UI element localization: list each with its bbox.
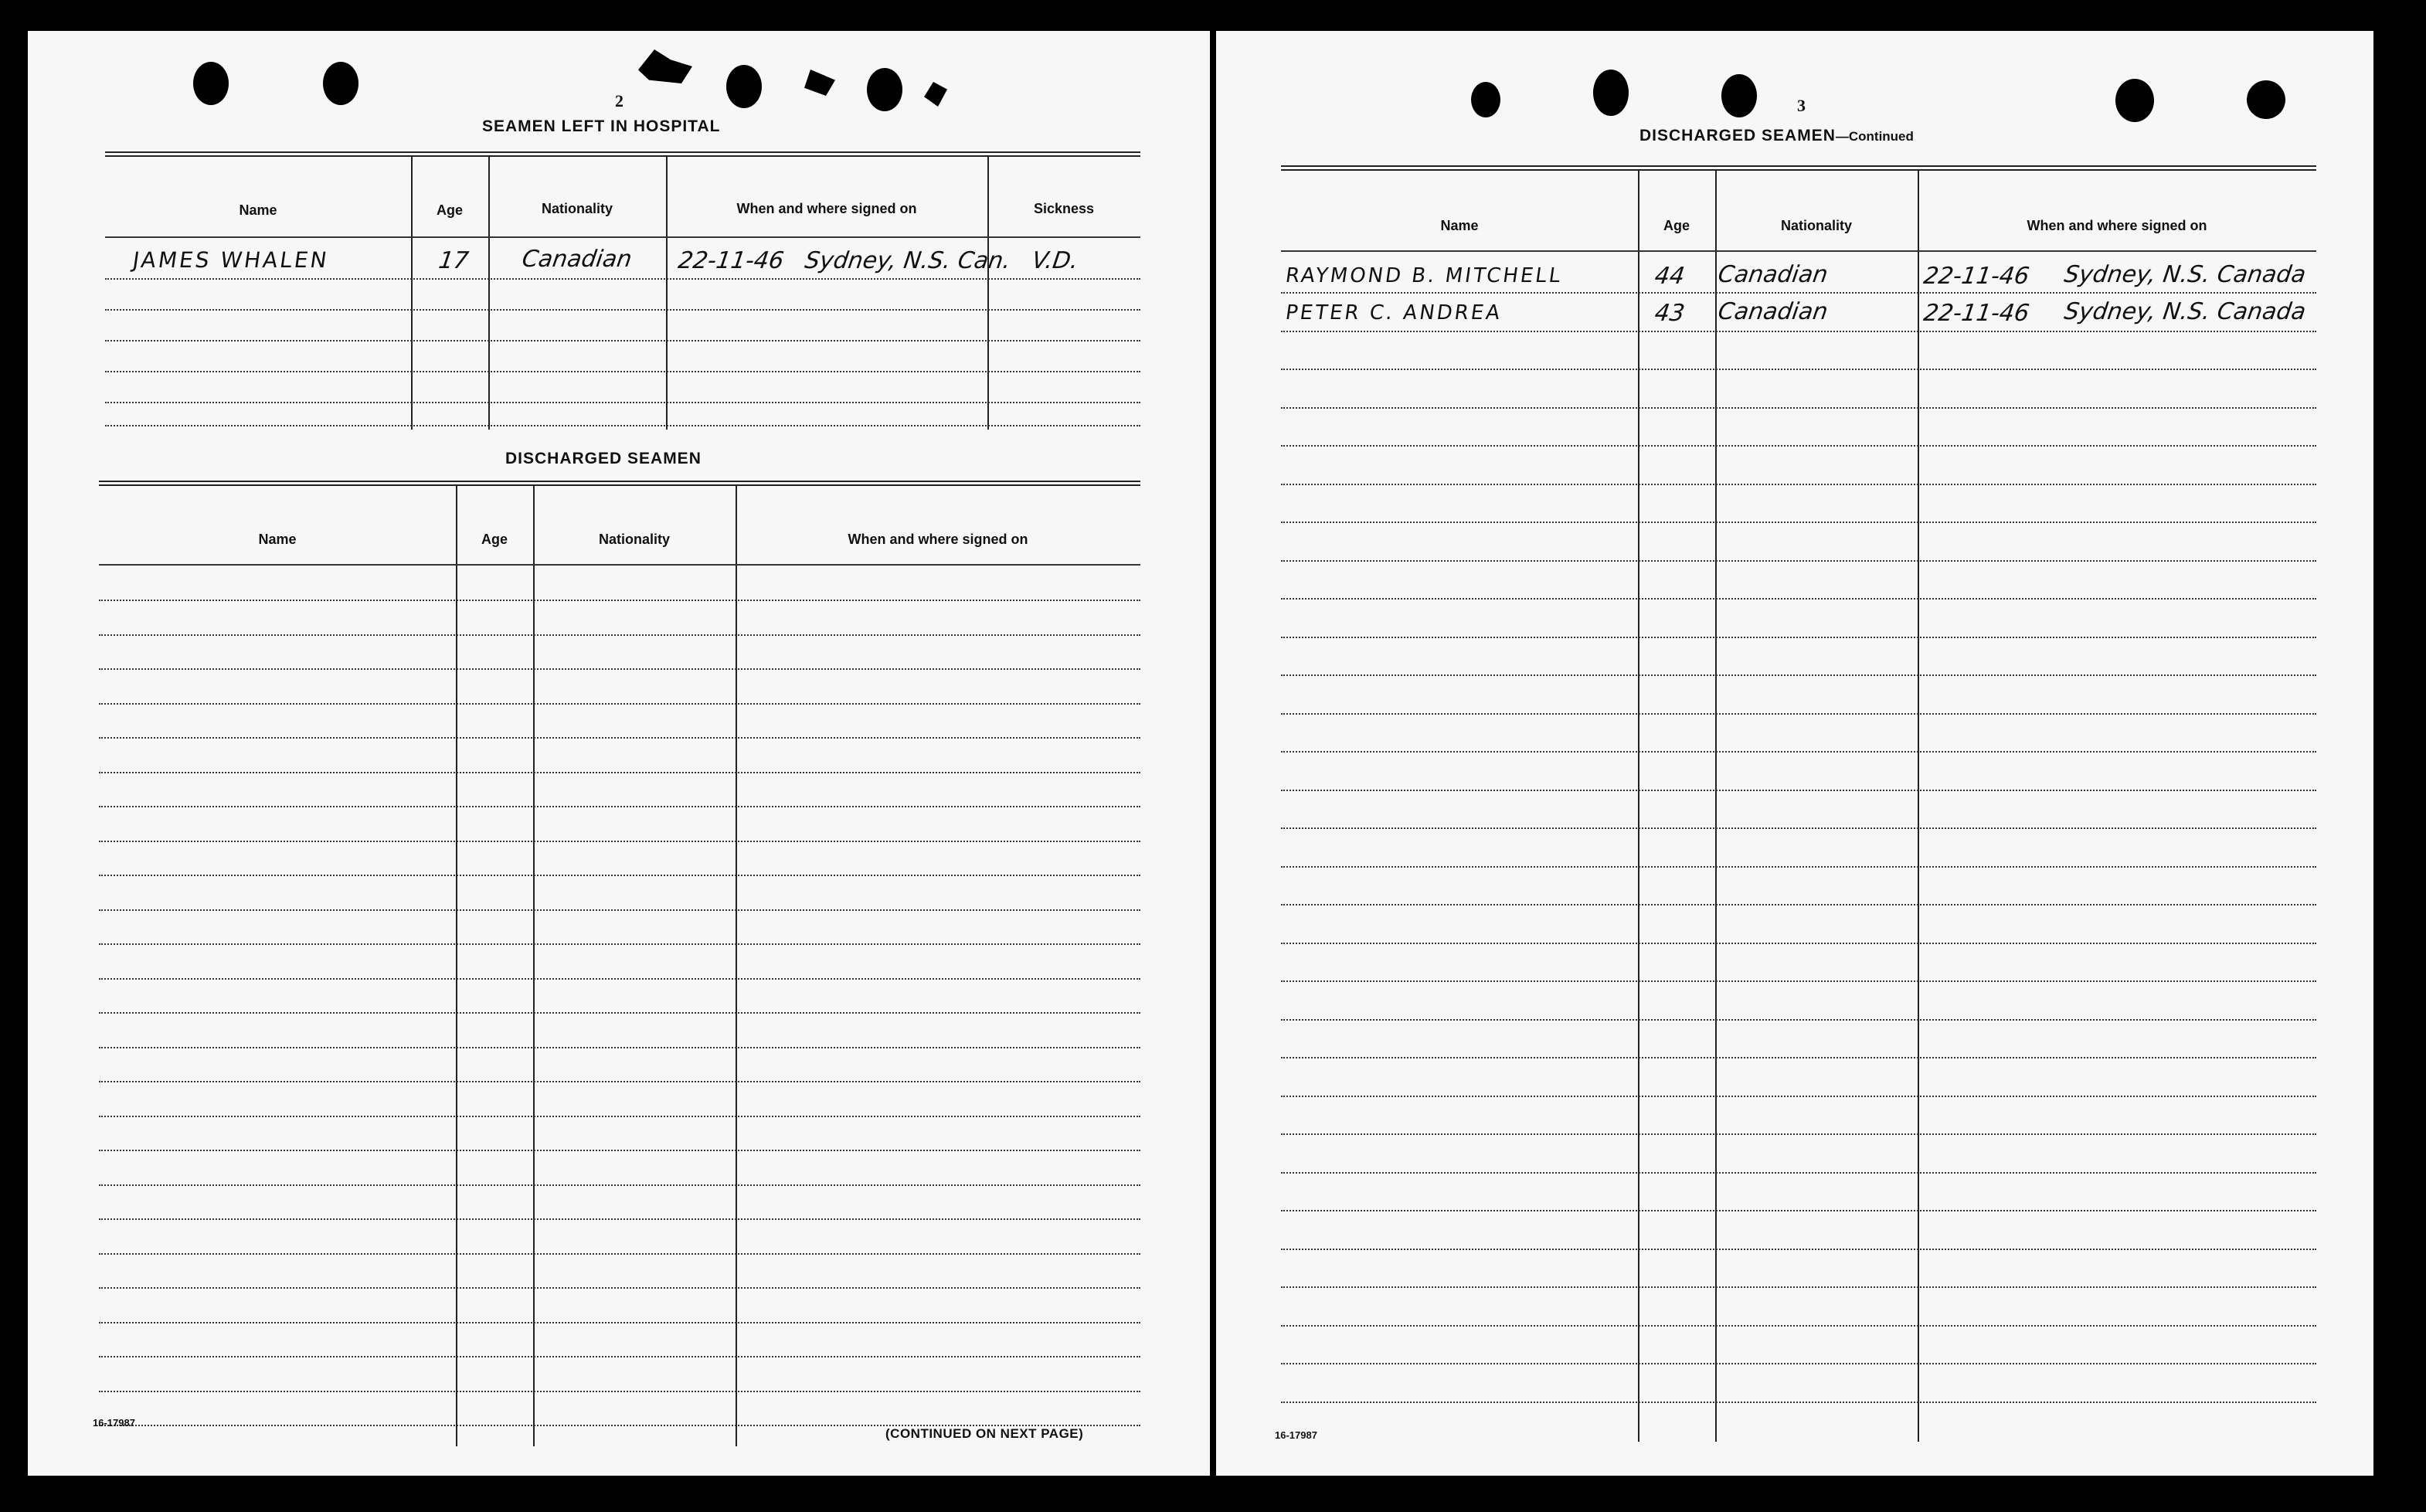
ruled-line — [1281, 1133, 2316, 1135]
ruled-line — [1281, 1172, 2316, 1174]
ruled-line — [99, 1150, 1140, 1151]
ruled-line — [1281, 637, 2316, 638]
column-header-age: Age — [1663, 218, 1690, 233]
punch-hole — [726, 65, 762, 108]
section-title-discharged-continued: DISCHARGED SEAMEN—Continued — [1639, 127, 1914, 144]
ruled-line — [1281, 943, 2316, 944]
left-page — [28, 31, 1210, 1476]
ruled-line — [1281, 407, 2316, 409]
discharged-row-place: Sydney, N.S. Canada — [2062, 261, 2308, 288]
ruled-line — [1281, 522, 2316, 523]
ruled-line — [1281, 292, 2316, 294]
hospital-row-name: JAMES WHALEN — [131, 247, 331, 273]
punch-hole — [867, 68, 902, 111]
ruled-line — [99, 875, 1140, 876]
torn-edge — [638, 49, 692, 83]
hospital-row-age: 17 — [437, 247, 471, 274]
ruled-line — [1281, 790, 2316, 791]
discharged-row-nationality: Canadian — [1716, 261, 1830, 288]
ruled-line — [1281, 1286, 2316, 1288]
ruled-line — [99, 1322, 1140, 1323]
column-header-signed-on: When and where signed on — [848, 532, 1028, 547]
page-number: 2 — [615, 91, 623, 110]
column-header-name: Name — [1440, 218, 1479, 233]
ruled-line — [99, 806, 1140, 807]
column-header-name: Name — [239, 202, 277, 218]
ruled-line — [1281, 904, 2316, 906]
ruled-line — [99, 1391, 1140, 1392]
discharged-table-continued — [1281, 165, 2316, 1442]
ruled-line — [99, 841, 1140, 842]
ruled-line — [99, 1184, 1140, 1186]
ruled-line — [1281, 445, 2316, 447]
ruled-line — [1281, 713, 2316, 715]
column-header-nationality: Nationality — [598, 532, 670, 547]
ruled-line — [99, 1081, 1140, 1082]
ruled-line — [99, 909, 1140, 911]
punch-hole — [193, 62, 229, 105]
ruled-line — [1281, 1363, 2316, 1364]
form-number: 16-17987 — [93, 1417, 135, 1429]
ruled-line — [99, 772, 1140, 773]
ruled-line — [1281, 1210, 2316, 1211]
ruled-line — [99, 978, 1140, 980]
ruled-line — [99, 634, 1140, 636]
ruled-line — [1281, 1402, 2316, 1403]
hospital-row-place: Sydney, N.S. Can. — [803, 247, 1013, 274]
ruled-line — [1281, 751, 2316, 753]
ruled-line — [99, 1356, 1140, 1357]
ruled-line — [99, 737, 1140, 739]
punch-hole — [1593, 70, 1629, 116]
discharged-row-place: Sydney, N.S. Canada — [2062, 298, 2308, 325]
discharged-row-date: 22-11-46 — [1921, 263, 2031, 290]
column-header-signed-on: When and where signed on — [736, 201, 917, 216]
ruled-line — [1281, 369, 2316, 370]
ruled-line — [1281, 331, 2316, 332]
ruled-line — [1281, 1019, 2316, 1021]
form-number: 16-17987 — [1275, 1429, 1317, 1441]
ruled-line — [1281, 674, 2316, 676]
column-header-age: Age — [481, 532, 508, 547]
hospital-table — [105, 151, 1140, 468]
ruled-line — [99, 1253, 1140, 1255]
ruled-line — [99, 1047, 1140, 1048]
column-header-nationality: Nationality — [541, 201, 613, 216]
discharged-table — [99, 481, 1140, 1446]
discharged-row-name: PETER C. ANDREA — [1283, 301, 1504, 324]
right-page — [1216, 31, 2373, 1476]
section-title-discharged: DISCHARGED SEAMEN — [505, 450, 702, 467]
ruled-line — [1281, 484, 2316, 485]
column-header-sickness: Sickness — [1033, 201, 1095, 216]
ruled-line — [1281, 827, 2316, 829]
punch-hole — [2115, 79, 2154, 122]
torn-edge — [924, 82, 947, 107]
punch-hole — [2247, 80, 2285, 119]
discharged-row-nationality: Canadian — [1716, 298, 1830, 325]
ruled-line — [1281, 1249, 2316, 1250]
discharged-row-name: RAYMOND B. MITCHELL — [1283, 264, 1565, 287]
ruled-line — [1281, 1057, 2316, 1058]
punch-hole — [323, 62, 358, 105]
column-header-age: Age — [436, 202, 463, 218]
ruled-line — [1281, 598, 2316, 600]
discharged-row-age: 44 — [1653, 263, 1687, 290]
discharged-row-age: 43 — [1653, 300, 1687, 327]
column-header-nationality: Nationality — [1780, 218, 1852, 233]
ruled-line — [1281, 980, 2316, 982]
ruled-line — [99, 1116, 1140, 1117]
ruled-line — [99, 668, 1140, 670]
ruled-line — [1281, 866, 2316, 868]
ruled-line — [99, 1287, 1140, 1289]
torn-edge — [804, 70, 835, 96]
ruled-line — [99, 600, 1140, 601]
punch-hole — [1721, 74, 1757, 117]
ruled-line — [1281, 1325, 2316, 1327]
hospital-row-date: 22-11-46 — [676, 247, 786, 274]
section-title-hospital: SEAMEN LEFT IN HOSPITAL — [482, 117, 721, 135]
column-header-name: Name — [258, 532, 297, 547]
ruled-line — [99, 943, 1140, 945]
hospital-row-sickness: V.D. — [1030, 247, 1080, 274]
ruled-line — [99, 1218, 1140, 1220]
ruled-line — [1281, 1096, 2316, 1097]
ruled-line — [1281, 560, 2316, 562]
page-number: 3 — [1797, 96, 1806, 115]
ruled-line — [99, 703, 1140, 705]
punch-hole — [1471, 82, 1500, 117]
ruled-line — [99, 1012, 1140, 1014]
hospital-row-nationality: Canadian — [520, 246, 634, 273]
column-header-signed-on: When and where signed on — [2027, 218, 2207, 233]
discharged-row-date: 22-11-46 — [1921, 300, 2031, 327]
continued-note: (CONTINUED ON NEXT PAGE) — [885, 1426, 1084, 1441]
